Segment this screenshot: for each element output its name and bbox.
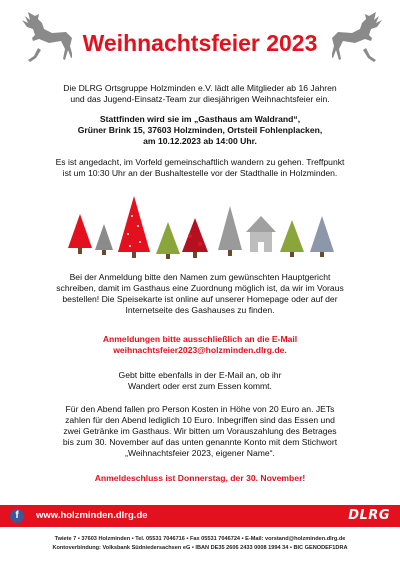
menu-text: Bei der Anmeldung bitte den Namen zum gewünschten Hauptgericht schreiben, damit im Gasthaus eine Zuordnung möglich ist, da wir im Voraus bestellen! Die Speisekarte ist online auf unserer Homepage oder auf der Internetseite des Gashauses zu finden.: [56, 272, 344, 315]
dlrg-logo: DLRG: [348, 508, 390, 523]
also-text: Gebt bitte ebenfalls in der E-Mail an, ob ihr Wandert oder erst zum Essen kommt.: [118, 370, 282, 391]
bank-line: Kontoverbindung: Volksbank Südniedersachsen eG • IBAN DE35 2606 2433 0008 1994 34 • BIC GENODEF1DRA: [52, 545, 348, 551]
deadline-text: Anmeldeschluss ist Donnerstag, der 30. November!: [94, 473, 306, 483]
venue-text: Stattfinden wird sie im „Gasthaus am Waldrand“, Grüner Brink 15, 37603 Holzminden, Ortsteil Fohlenplacken, am 10.12.2023 ab 14:00 Uhr.: [77, 114, 323, 146]
christmas-trees-illustration: [60, 192, 340, 262]
contact-line: Twiete 7 • 37603 Holzminden • Tel. 05531 7046716 • Fax 05531 7046724 • E-Mail: vorstand@holzminden.dlrg.de: [54, 536, 346, 542]
registration-text: Anmeldungen bitte ausschließlich an die E-Mail weihnachtsfeier2023@holzminden.dlrg.de.: [20, 334, 380, 356]
page-title: Weihnachtsfeier 2023: [82, 30, 318, 56]
reindeer-right-icon: [332, 8, 396, 70]
costs-text: Für den Abend fallen pro Person Kosten in Höhe von 20 Euro an. JETs zahlen für den Abend lediglich 10 Euro. Inbegriffen sind das Essen und zwei Getränke im Gasthaus. Wir bitten um Vorauszahlung des Betrages bis zum 30. November auf das unten genannte Konto mit dem Stichwort „Weihnachtsfeier 2023, eigener Name“.: [62, 404, 338, 458]
registration-email-link[interactable]: weihnachtsfeier2023@holzminden.dlrg.de.: [113, 345, 287, 355]
footer-bar: [0, 505, 400, 527]
walk-text: Es ist angedacht, im Vorfeld gemeinschaftlich wandern zu gehen. Treffpunkt ist um 10:30 Uhr an der Bushaltestelle vor der Stadthalle in Holzminden.: [55, 157, 345, 178]
intro-text: Die DLRG Ortsgruppe Holzminden e.V. lädt alle Mitglieder ab 16 Jahren und das Jugend-Einsatz-Team zur diesjährigen Weihnachtsfeier ein.: [63, 83, 337, 104]
website-link[interactable]: www.holzminden.dlrg.de: [36, 510, 148, 521]
facebook-icon[interactable]: f: [10, 509, 24, 523]
